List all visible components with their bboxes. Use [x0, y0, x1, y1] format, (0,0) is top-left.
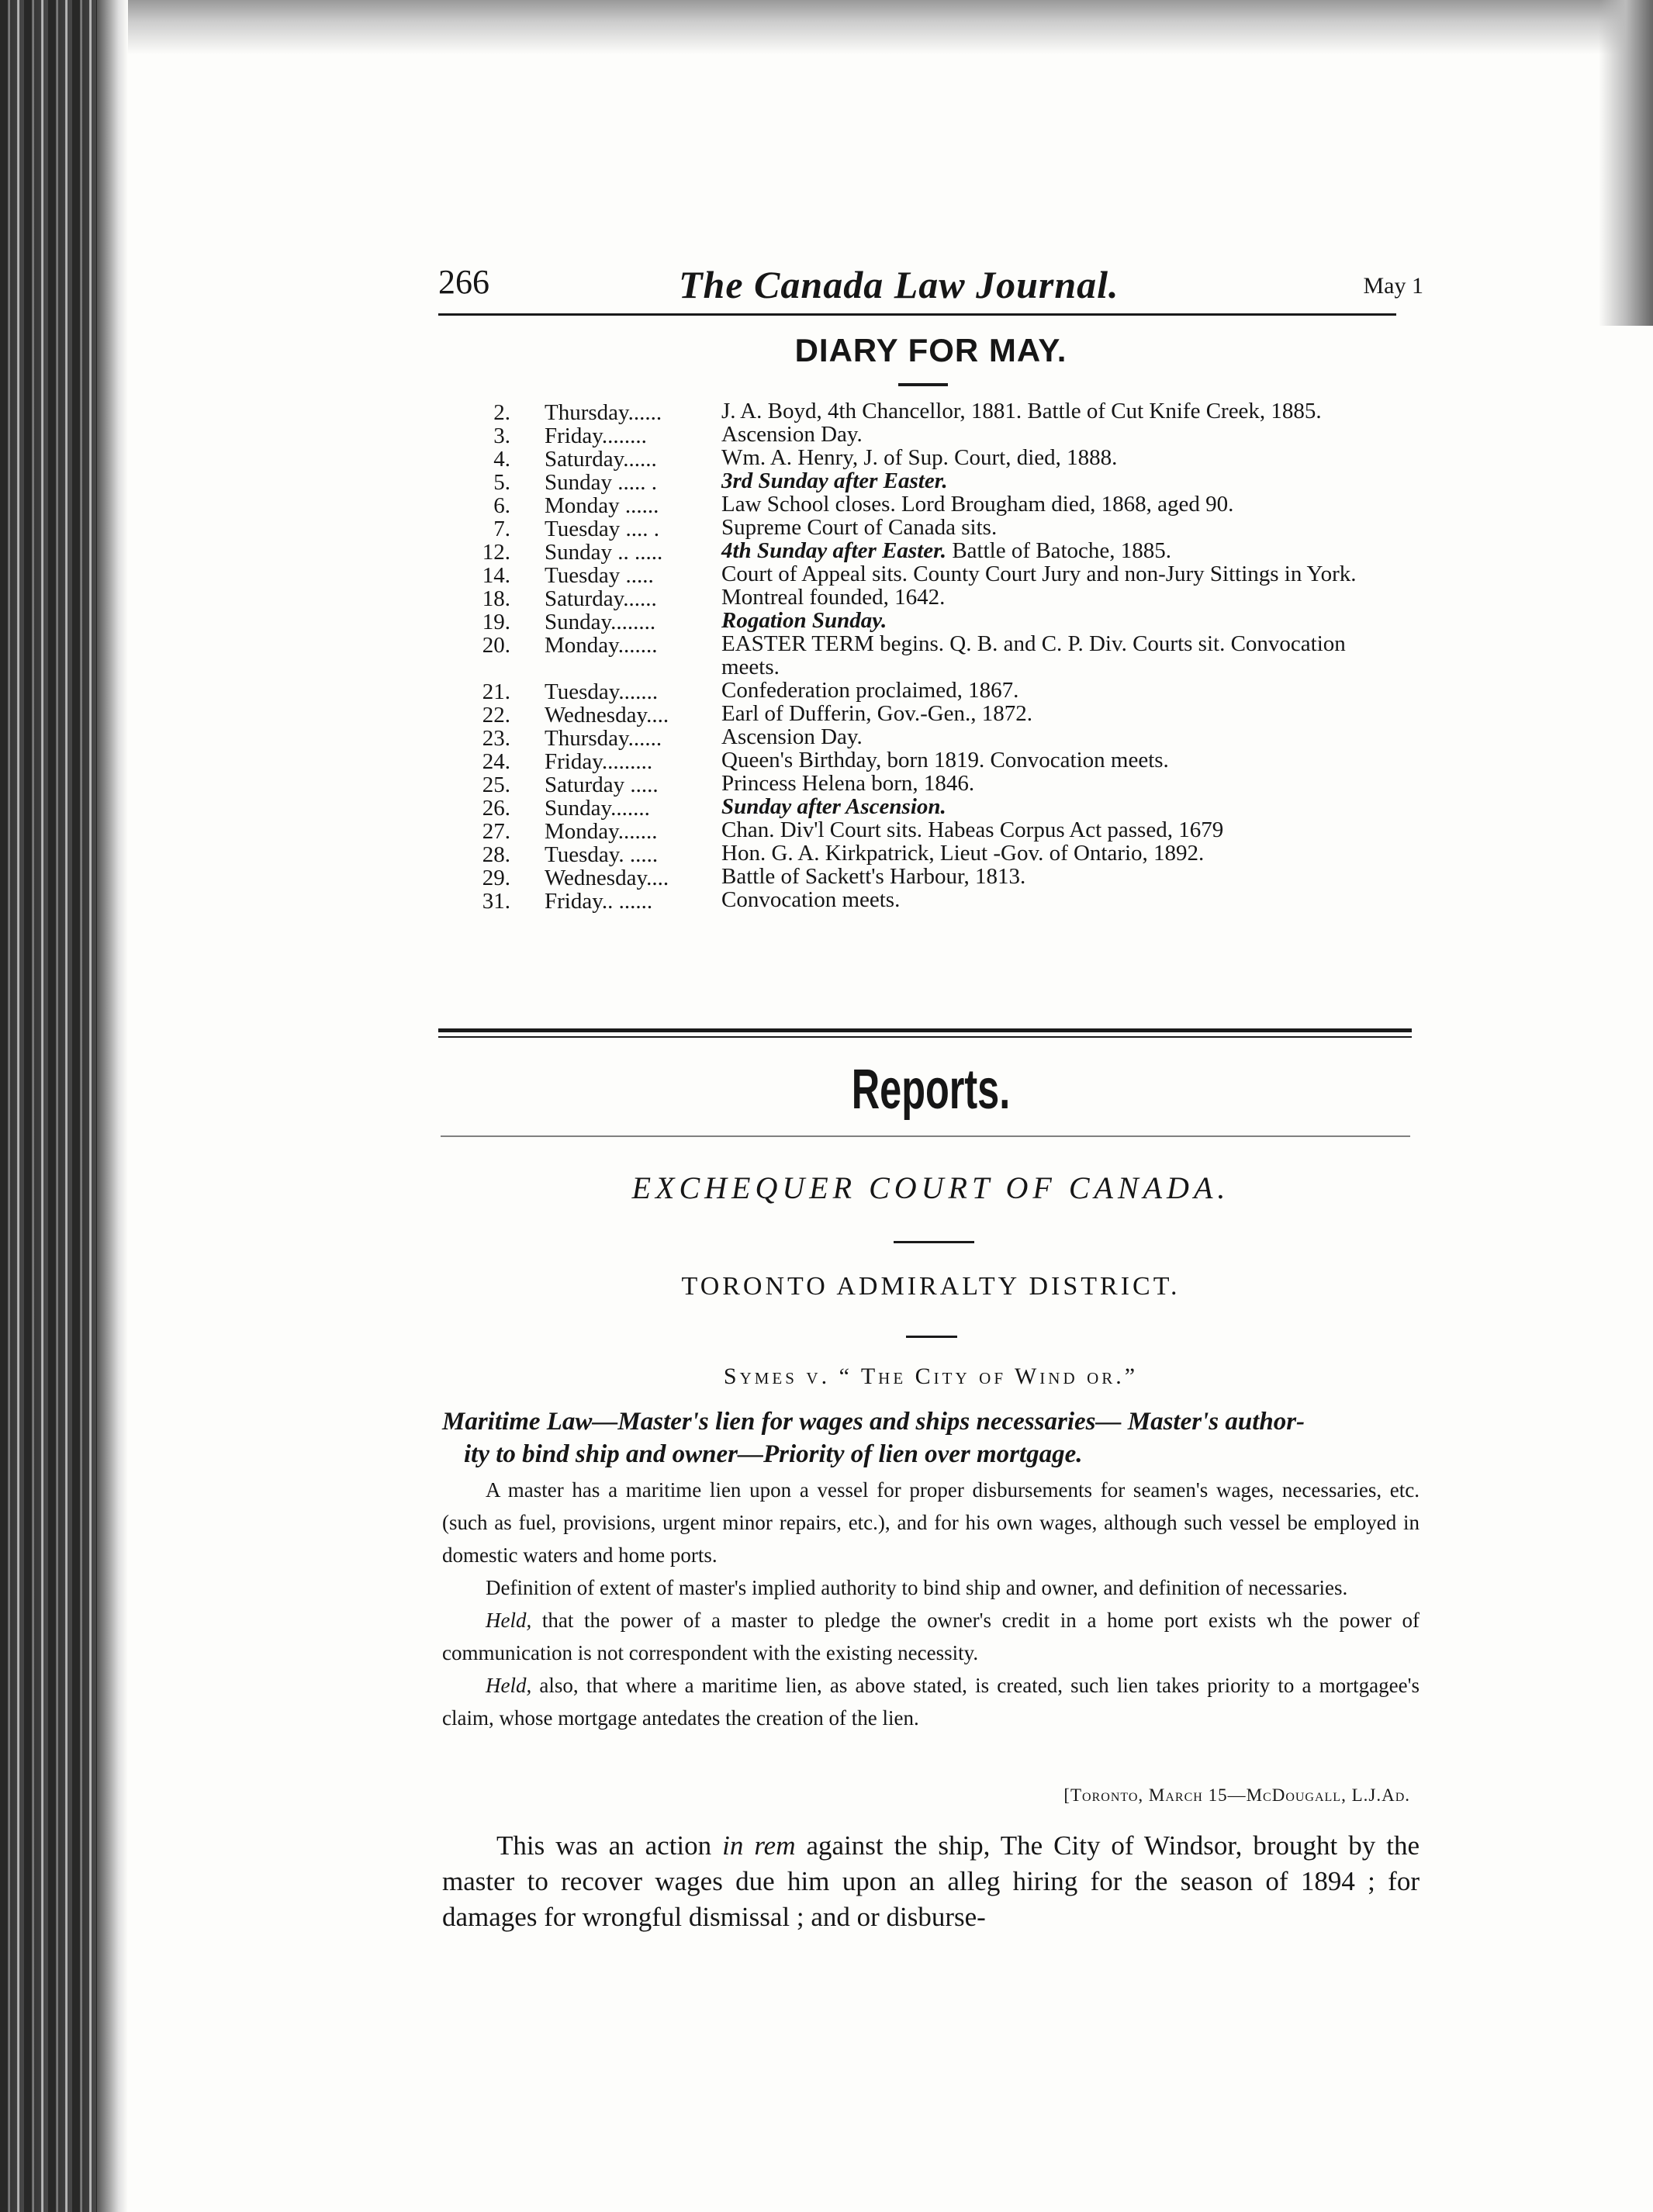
case-summary: [442, 1474, 1420, 1734]
diary-weekday: Monday.......: [545, 633, 658, 658]
court-name: EXCHEQUER COURT OF CANADA.: [631, 1170, 1230, 1205]
diary-entry: [475, 749, 1390, 772]
diary-event: [721, 493, 1390, 517]
diary-event: [721, 447, 1390, 470]
diary-entry: [475, 819, 1390, 842]
diary-weekday: Monday ......: [545, 493, 659, 518]
diary-weekday: Sunday........: [545, 610, 656, 634]
summary-paragraph: A master has a maritime lien upon a vessel for proper disbursements for seamen's wages, necessaries, etc. (such as fuel, provisions, urgent minor repairs, etc.), and for his own wages, although such vessel be employed in domestic waters and home ports.: [442, 1478, 1420, 1567]
diary-date: 7.: [493, 517, 510, 541]
diary-event-text: Montreal founded, 1642.: [721, 585, 946, 610]
diary-date: 26.: [482, 795, 510, 821]
diary-event-text: Battle of Sackett's Harbour, 1813.: [721, 863, 1026, 889]
diary-event-text: EASTER TERM begins. Q. B. and C. P. Div. Courts sit. Convocation meets.: [721, 631, 1346, 679]
summary-paragraph: [442, 1669, 1420, 1734]
diary-date: 22.: [482, 702, 510, 728]
case-citation: [Toronto, March 15—McDougall, L.J.Ad.: [1063, 1785, 1410, 1805]
diary-event: [721, 749, 1390, 772]
diary-entry: [475, 586, 1390, 610]
headnote-line-2: ity to bind ship and owner—Priority of lien over mortgage.: [464, 1440, 1083, 1468]
diary-entry: [475, 400, 1390, 423]
diary-end-rule-thick: [438, 1028, 1412, 1032]
held-text: that the power of a master to pledge the owner's credit in a home port exists wh the power of communication is not correspondent with the existing necessity.: [442, 1609, 1420, 1664]
diary-entry: [475, 563, 1390, 586]
diary-event: [721, 563, 1390, 586]
diary-entry: [475, 493, 1390, 517]
diary-date: 4.: [493, 447, 510, 472]
diary-event: [721, 842, 1390, 866]
diary-entry: [475, 423, 1390, 447]
diary-date: 23.: [482, 725, 510, 751]
diary-date: 2.: [493, 400, 510, 425]
diary-event-text: Ascension Day.: [721, 724, 863, 749]
diary-event-text: Hon. G. A. Kirkpatrick, Lieut -Gov. of Ontario, 1892.: [721, 840, 1205, 866]
diary-weekday: Tuesday. .....: [545, 842, 659, 867]
diary-event: [721, 633, 1390, 679]
diary-weekday: Friday.. ......: [545, 888, 653, 914]
diary-weekday: Tuesday .....: [545, 563, 654, 588]
diary-event-extra: Battle of Batoche, 1885.: [946, 538, 1171, 563]
case-headnote: [442, 1405, 1420, 1471]
diary-weekday: Friday........: [545, 423, 647, 448]
diary-event: [721, 889, 1390, 912]
diary-event: [721, 540, 1390, 563]
diary-date: 25.: [482, 772, 510, 797]
diary-date: 5.: [493, 470, 510, 495]
diary-event-text: Supreme Court of Canada sits.: [721, 515, 998, 540]
diary-event-text: Ascension Day.: [721, 422, 863, 447]
diary-weekday: Wednesday....: [545, 702, 669, 728]
diary-event-text: Chan. Div'l Court sits. Habeas Corpus Act passed, 1679: [721, 817, 1224, 842]
diary-entry: [475, 633, 1390, 679]
diary-date: 29.: [482, 865, 510, 890]
summary-paragraph: [442, 1604, 1420, 1669]
headnote-line-1: Maritime Law—Master's lien for wages and ships necessaries— Master's author-: [442, 1408, 1305, 1436]
diary-event: [721, 586, 1390, 610]
reports-heading: Reports.: [851, 1059, 1011, 1121]
header-date: May 1: [1363, 273, 1423, 299]
diary-entry: [475, 447, 1390, 470]
diary-event-text: Confederation proclaimed, 1867.: [721, 677, 1019, 703]
diary-entry: [475, 700, 1390, 728]
diary-event-text: Sunday after Ascension.: [721, 793, 946, 819]
diary-weekday: Saturday......: [545, 447, 657, 472]
diary-date: 12.: [482, 540, 510, 565]
journal-title: The Canada Law Journal.: [679, 263, 1119, 306]
diary-event-text: Convocation meets.: [721, 887, 901, 912]
diary-event: [721, 610, 1390, 633]
court-rule: [894, 1241, 974, 1243]
diary-date: 19.: [482, 610, 510, 634]
diary-weekday: Saturday .....: [545, 772, 659, 797]
held-text: also, that where a maritime lien, as above stated, is created, such lien takes priority to a mortgagee's claim, whose mortgage antedates the creation of the lien.: [442, 1674, 1420, 1730]
diary-entry: [475, 726, 1390, 749]
diary-event-text: Princess Helena born, 1846.: [721, 770, 975, 796]
diary-event: [721, 819, 1390, 842]
diary-event-text: Court of Appeal sits. County Court Jury and non-Jury Sittings in York.: [721, 562, 1357, 586]
page-number: 266: [438, 263, 489, 301]
diary-entry: [475, 772, 1390, 796]
diary-event: [721, 863, 1390, 889]
diary-date: 18.: [482, 586, 510, 611]
diary-title-rule: [898, 383, 948, 386]
body-text-start: This was an action: [496, 1830, 723, 1861]
diary-event-text: Law School closes. Lord Brougham died, 1868, aged 90.: [721, 492, 1234, 517]
diary-entry: [475, 863, 1390, 890]
body-paragraph: [442, 1828, 1420, 1935]
summary-paragraph: Definition of extent of master's implied authority to bind ship and owner, and definition of necessaries.: [486, 1576, 1348, 1599]
diary-list: [475, 400, 1390, 912]
district-rule: [906, 1336, 957, 1338]
diary-entry: [475, 470, 1390, 493]
diary-event: [721, 793, 1390, 819]
diary-entry: [475, 517, 1390, 540]
diary-event: [721, 400, 1390, 423]
diary-weekday: Tuesday.......: [545, 679, 659, 704]
diary-date: 27.: [482, 818, 510, 844]
diary-event-text: Rogation Sunday.: [721, 608, 887, 633]
diary-weekday: Tuesday .... .: [545, 517, 659, 541]
reports-rule: [441, 1135, 1410, 1137]
diary-event-text: Queen's Birthday, born 1819. Convocation meets.: [721, 747, 1169, 772]
diary-event-text: 3rd Sunday after Easter.: [721, 468, 948, 493]
header-rule: [438, 313, 1396, 316]
diary-entry: [475, 793, 1390, 821]
diary-date: 20.: [482, 633, 510, 658]
body-text-rest: against the ship, The City of Windsor, brought by the master to recover wages due him upon an alleg hiring for the season of 1894 ; for damages for wrongful dismissal ; and or disburse-: [442, 1830, 1420, 1932]
diary-event-text: Earl of Dufferin, Gov.-Gen., 1872.: [721, 700, 1033, 726]
diary-event: [721, 517, 1390, 540]
held-label: Held,: [486, 1674, 532, 1697]
diary-event: [721, 679, 1390, 703]
diary-entry: [475, 679, 1390, 703]
diary-date: 24.: [482, 748, 510, 774]
diary-event: [721, 470, 1390, 493]
diary-entry: [475, 889, 1390, 912]
body-text: [442, 1828, 1420, 1935]
diary-event-text: Wm. A. Henry, J. of Sup. Court, died, 1888.: [721, 445, 1118, 470]
body-text-italic: in rem: [722, 1830, 796, 1861]
diary-weekday: Friday.........: [545, 748, 653, 774]
case-title: Symes v. “ The City of Wind or.”: [723, 1363, 1139, 1389]
diary-date: 14.: [482, 563, 510, 588]
diary-weekday: Saturday......: [545, 586, 657, 611]
diary-weekday: Thursday......: [545, 725, 662, 751]
diary-weekday: Sunday.......: [545, 795, 650, 821]
diary-date: 31.: [482, 888, 510, 914]
diary-weekday: Thursday......: [545, 400, 662, 425]
diary-entry: [475, 540, 1390, 563]
diary-event: [721, 772, 1390, 796]
diary-date: 21.: [482, 679, 510, 704]
diary-title: DIARY FOR MAY.: [794, 332, 1067, 368]
diary-weekday: Wednesday....: [545, 865, 669, 890]
diary-entry: [475, 610, 1390, 633]
diary-date: 3.: [493, 423, 510, 448]
diary-event: [721, 726, 1390, 749]
diary-weekday: Monday.......: [545, 818, 658, 844]
diary-date: 6.: [493, 493, 510, 518]
court-district: TORONTO ADMIRALTY DISTRICT.: [681, 1272, 1181, 1301]
held-label: Held,: [486, 1609, 532, 1632]
diary-event: [721, 423, 1390, 447]
diary-event: [721, 700, 1390, 726]
diary-entry: [475, 842, 1390, 866]
diary-weekday: Sunday .. .....: [545, 540, 663, 565]
diary-date: 28.: [482, 842, 510, 867]
diary-weekday: Sunday ..... .: [545, 470, 657, 495]
diary-end-rule-thin: [438, 1036, 1412, 1038]
diary-event-text: 4th Sunday after Easter.: [721, 538, 947, 563]
diary-event-text: J. A. Boyd, 4th Chancellor, 1881. Battle of Cut Knife Creek, 1885.: [721, 399, 1322, 423]
